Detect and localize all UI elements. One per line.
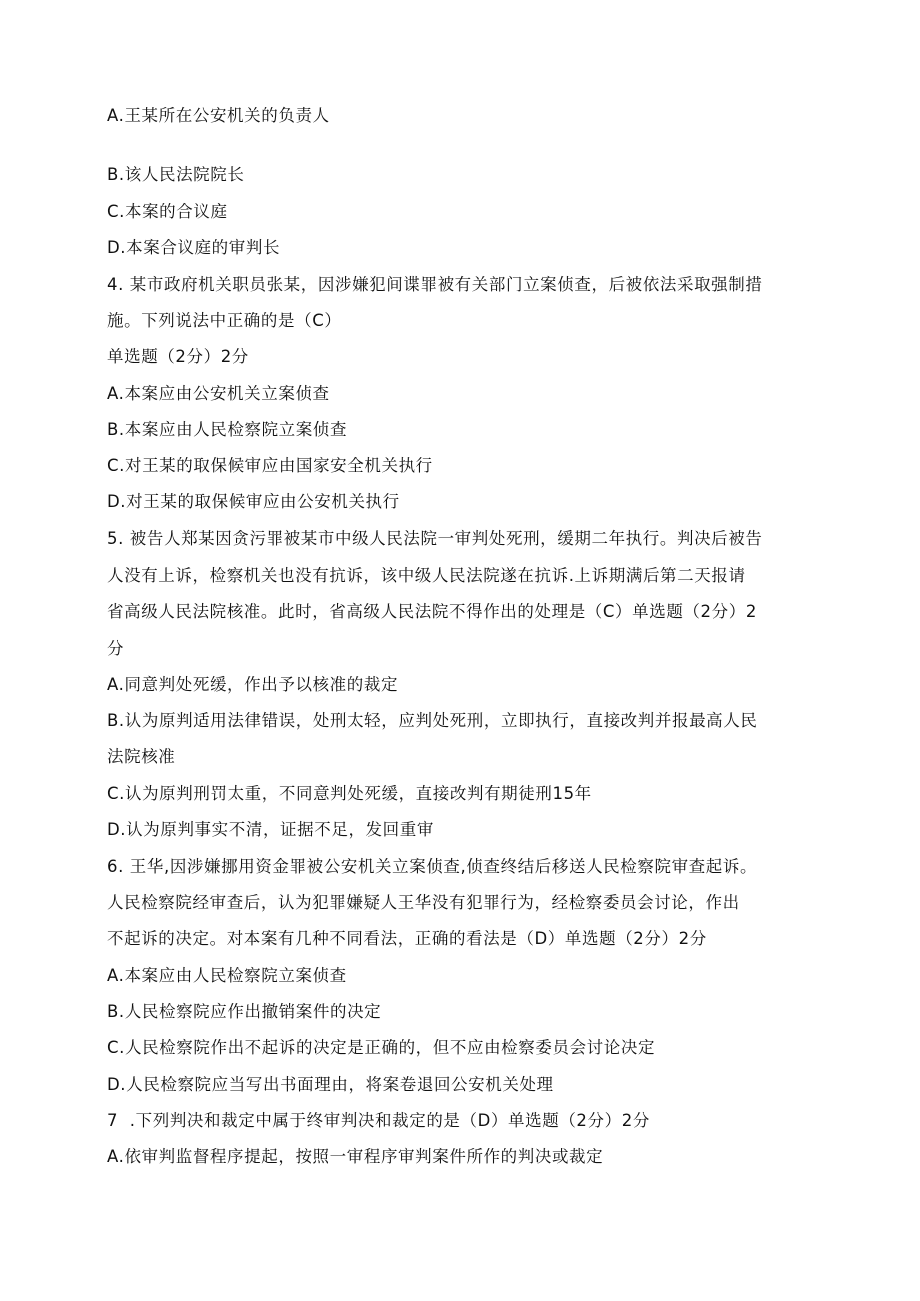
question-6-line-1: 6. 王华,因涉嫌挪用资金罪被公安机关立案侦查,侦查终结后移送人民检察院审查起诉。 <box>107 857 758 876</box>
question-6-line-3: 不起诉的决定。对本案有几种不同看法，正确的看法是（D）单选题（2分）2分 <box>107 929 707 948</box>
question-5-line-2: 人没有上诉，检察机关也没有抗诉，该中级人民法院遂在抗诉.上诉期满后第二天报请 <box>107 566 746 585</box>
question-4-line-1: 4. 某市政府机关职员张某，因涉嫌犯间谍罪被有关部门立案侦查，后被依法采取强制措 <box>107 275 763 294</box>
option-a-q3: A.王某所在公安机关的负责人 <box>107 106 330 125</box>
question-4-line-2: 施。下列说法中正确的是（C） <box>107 311 342 330</box>
question-4-meta: 单选题（2分）2分 <box>107 347 249 366</box>
option-b-q5-line-2: 法院核准 <box>107 747 176 766</box>
option-b-q3: B.该人民法院院长 <box>107 165 245 184</box>
option-a-q5: A.同意判处死缓，作出予以核准的裁定 <box>107 675 399 694</box>
option-d-q6: D.人民检察院应当写出书面理由，将案卷退回公安机关处理 <box>107 1075 554 1094</box>
option-c-q4: C.对王某的取保候审应由国家安全机关执行 <box>107 456 433 475</box>
question-7-line-1: 7 .下列判决和裁定中属于终审判决和裁定的是（D）单选题（2分）2分 <box>107 1111 650 1130</box>
option-a-q6: A.本案应由人民检察院立案侦查 <box>107 966 347 985</box>
question-5-line-3: 省高级人民法院核准。此时，省高级人民法院不得作出的处理是（C）单选题（2分）2 <box>107 602 757 621</box>
option-d-q5: D.认为原判事实不清，证据不足，发回重审 <box>107 820 434 839</box>
question-6-line-2: 人民检察院经审查后，认为犯罪嫌疑人王华没有犯罪行为，经检察委员会讨论，作出 <box>107 893 740 912</box>
option-b-q6: B.人民检察院应作出撤销案件的决定 <box>107 1002 382 1021</box>
option-b-q4: B.本案应由人民检察院立案侦查 <box>107 420 348 439</box>
question-5-line-1: 5. 被告人郑某因贪污罪被某市中级人民法院一审判处死刑，缓期二年执行。判决后被告 <box>107 529 763 548</box>
option-a-q7: A.依审判监督程序提起，按照一审程序审判案件所作的判决或裁定 <box>107 1147 604 1166</box>
option-a-q4: A.本案应由公安机关立案侦查 <box>107 384 330 403</box>
option-b-q5-line-1: B.认为原判适用法律错误，处刑太轻，应判处死刑，立即执行，直接改判并报最高人民 <box>107 711 758 730</box>
option-c-q5: C.认为原判刑罚太重，不同意判处死缓，直接改判有期徒刑15年 <box>107 784 592 803</box>
option-c-q3: C.本案的合议庭 <box>107 202 228 221</box>
option-c-q6: C.人民检察院作出不起诉的决定是正确的，但不应由检察委员会讨论决定 <box>107 1038 656 1057</box>
option-d-q4: D.对王某的取保候审应由公安机关执行 <box>107 492 400 511</box>
option-d-q3: D.本案合议庭的审判长 <box>107 238 281 257</box>
question-5-line-4: 分 <box>107 639 125 658</box>
